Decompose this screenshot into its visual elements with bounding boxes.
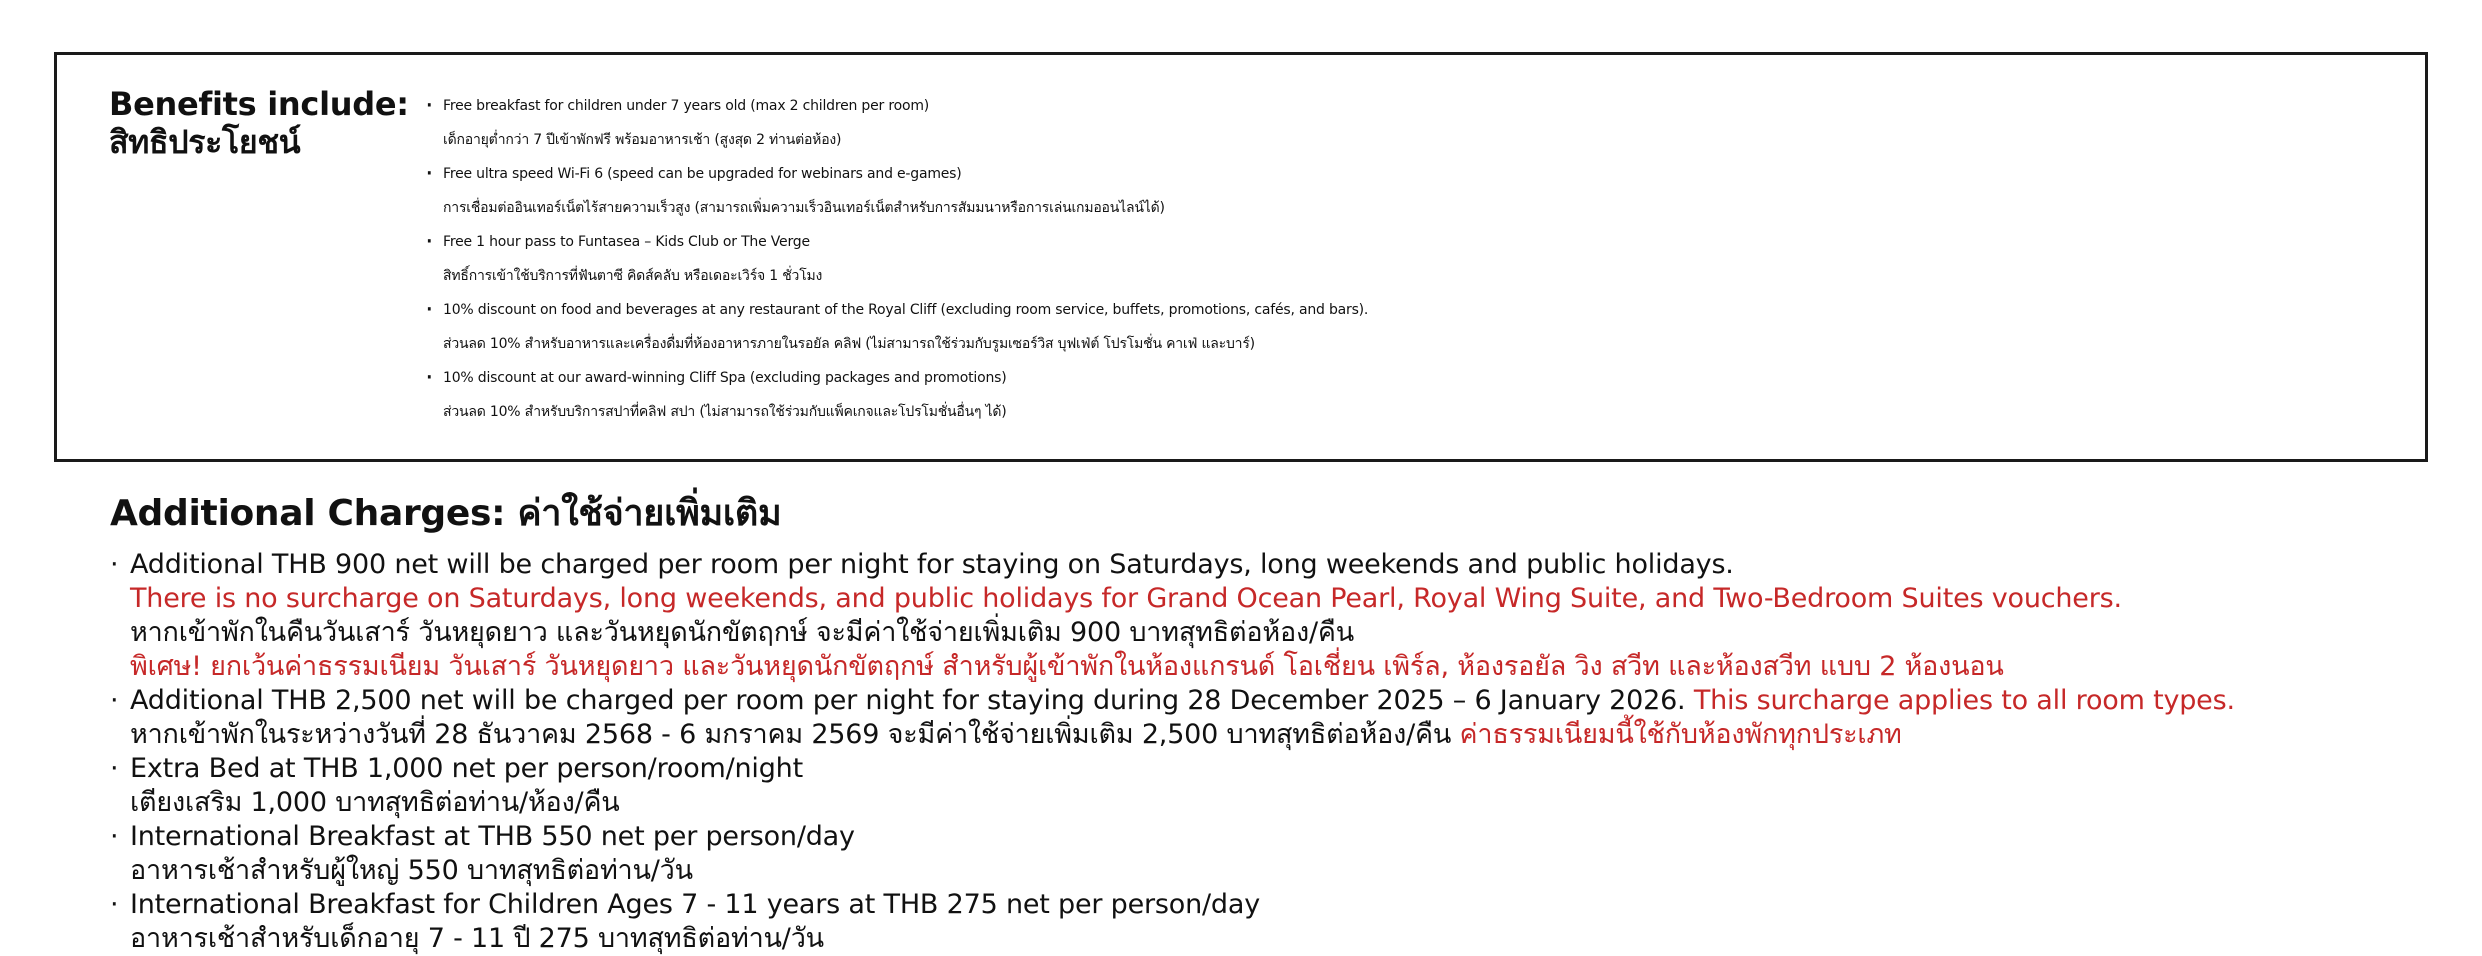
bullet-icon: · bbox=[425, 362, 434, 393]
bullet-icon: · bbox=[425, 294, 434, 325]
charge-text-th: อาหารเช้าสำหรับผู้ใหญ่ 550 บาทสุทธิต่อท่าน/วัน bbox=[130, 855, 693, 886]
benefits-heading bbox=[109, 85, 409, 161]
bullet-icon: · bbox=[110, 821, 119, 852]
benefit-item-fnb-discount bbox=[425, 293, 2425, 361]
bullet-icon: · bbox=[425, 90, 434, 121]
benefit-text-en: 10% discount on food and beverages at any restaurant of the Royal Cliff (excluding room service, buffets, promotions, cafés, and bars). bbox=[443, 302, 1369, 318]
charge-note-th: พิเศษ! ยกเว้นค่าธรรมเนียม วันเสาร์ วันหยุดยาว และวันหยุดนักขัตฤกษ์ สำหรับผู้เข้าพักในห้องแกรนด์ โอเชี่ยน เพิร์ล, ห้องรอยัล วิง สวีท และห้องสวีท แบบ 2 ห้องนอน bbox=[130, 651, 2004, 682]
charges-title: Additional Charges: ค่าใช้จ่ายเพิ่มเติม bbox=[110, 493, 782, 534]
charge-text-en: Additional THB 2,500 net will be charged per room per night for staying during 28 December 2025 – 6 January 2026. bbox=[130, 685, 1686, 716]
benefit-text-en: Free 1 hour pass to Funtasea – Kids Club or The Verge bbox=[443, 234, 810, 250]
benefits-list bbox=[425, 89, 2425, 429]
charge-text-en: International Breakfast for Children Ages 7 - 11 years at THB 275 net per person/day bbox=[130, 889, 1260, 920]
benefits-heading-th: สิทธิประโยชน์ bbox=[109, 123, 301, 161]
bullet-icon: · bbox=[110, 685, 119, 716]
benefit-text-en: 10% discount at our award-winning Cliff Spa (excluding packages and promotions) bbox=[443, 370, 1007, 386]
charge-item-new-year-surcharge bbox=[110, 684, 2440, 752]
charge-item-adult-breakfast bbox=[110, 820, 2440, 888]
charge-item-weekend-surcharge bbox=[110, 548, 2440, 684]
charge-text-en: International Breakfast at THB 550 net per person/day bbox=[130, 821, 855, 852]
charges-list bbox=[110, 548, 2440, 956]
bullet-icon: · bbox=[110, 753, 119, 784]
charge-line-en bbox=[130, 684, 2440, 718]
benefits-box bbox=[54, 52, 2428, 462]
charge-text-th: เตียงเสริม 1,000 บาทสุทธิต่อท่าน/ห้อง/คืน bbox=[130, 787, 620, 818]
charge-text-th: หากเข้าพักในคืนวันเสาร์ วันหยุดยาว และวันหยุดนักขัตฤกษ์ จะมีค่าใช้จ่ายเพิ่มเติม 900 บาทสุทธิต่อห้อง/คืน bbox=[130, 617, 1354, 648]
benefits-heading-en: Benefits include: bbox=[109, 85, 409, 123]
benefit-text-th: เด็กอายุต่ำกว่า 7 ปีเข้าพักฟรี พร้อมอาหารเช้า (สูงสุด 2 ท่านต่อห้อง) bbox=[443, 132, 842, 148]
charge-text-th: อาหารเช้าสำหรับเด็กอายุ 7 - 11 ปี 275 บาทสุทธิต่อท่าน/วัน bbox=[130, 923, 824, 954]
benefit-text-en: Free breakfast for children under 7 years old (max 2 children per room) bbox=[443, 98, 930, 114]
benefit-text-en: Free ultra speed Wi-Fi 6 (speed can be upgraded for webinars and e-games) bbox=[443, 166, 962, 182]
benefit-text-th: สิทธิ์การเข้าใช้บริการที่ฟันตาซี คิดส์คลับ หรือเดอะเวิร์จ 1 ชั่วโมง bbox=[443, 268, 823, 284]
charge-note-en: There is no surcharge on Saturdays, long weekends, and public holidays for Grand Ocean Pearl, Royal Wing Suite, and Two-Bedroom Suites vouchers. bbox=[130, 583, 2122, 614]
bullet-icon: · bbox=[425, 158, 434, 189]
bullet-icon: · bbox=[110, 549, 119, 580]
charge-item-extra-bed bbox=[110, 752, 2440, 820]
charge-item-child-breakfast bbox=[110, 888, 2440, 956]
benefit-item-spa-discount bbox=[425, 361, 2425, 429]
charge-note-th: ค่าธรรมเนียมนี้ใช้กับห้องพักทุกประเภท bbox=[1459, 719, 1902, 750]
charge-line-th bbox=[130, 718, 2440, 752]
bullet-icon: · bbox=[425, 226, 434, 257]
charge-text-en: Additional THB 900 net will be charged per room per night for staying on Saturdays, long weekends and public holidays. bbox=[130, 549, 1734, 580]
charge-text-en: Extra Bed at THB 1,000 net per person/room/night bbox=[130, 753, 803, 784]
charge-text-th: หากเข้าพักในระหว่างวันที่ 28 ธันวาคม 2568 - 6 มกราคม 2569 จะมีค่าใช้จ่ายเพิ่มเติม 2,500 บาทสุทธิต่อห้อง/คืน bbox=[130, 719, 1452, 750]
benefit-item-children-breakfast bbox=[425, 89, 2425, 157]
benefit-text-th: ส่วนลด 10% สำหรับบริการสปาที่คลิฟ สปา (ไม่สามารถใช้ร่วมกับแพ็คเกจและโปรโมชั่นอื่นๆ ได้) bbox=[443, 404, 1007, 420]
benefit-item-wifi bbox=[425, 157, 2425, 225]
bullet-icon: · bbox=[110, 889, 119, 920]
benefit-text-th: ส่วนลด 10% สำหรับอาหารและเครื่องดื่มที่ห้องอาหารภายในรอยัล คลิฟ (ไม่สามารถใช้ร่วมกับรูมเซอร์วิส บุฟเฟ่ต์ โปรโมชั่น คาเฟ่ และบาร์) bbox=[443, 336, 1255, 352]
benefit-item-kids-club bbox=[425, 225, 2425, 293]
charge-note-en: This surcharge applies to all room types. bbox=[1693, 685, 2235, 716]
benefit-text-th: การเชื่อมต่ออินเทอร์เน็ตไร้สายความเร็วสูง (สามารถเพิ่มความเร็วอินเทอร์เน็ตสำหรับการสัมมนาหรือการเล่นเกมออนไลน์ได้) bbox=[443, 200, 1165, 216]
